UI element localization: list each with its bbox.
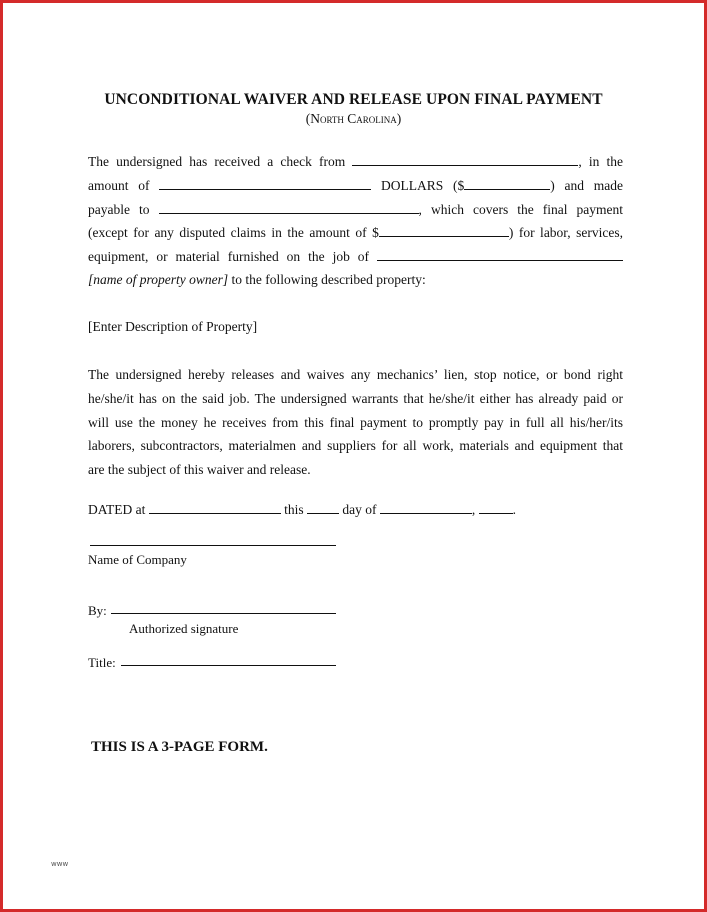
para2-line1: The undersigned hereby releases and waives any mechanics’ lien, stop notice, or bond right xyxy=(88,367,623,382)
property-description: [Enter Description of Property] xyxy=(88,319,258,334)
document-page xyxy=(3,3,704,909)
company-name-label: Name of Company xyxy=(88,552,187,567)
company-name-line[interactable] xyxy=(90,545,336,546)
authorized-signature-label: Authorized signature xyxy=(129,621,239,636)
text-described-property: to the following described property: xyxy=(228,272,426,287)
text-covers-final-payment: , which covers the final payment xyxy=(418,202,623,217)
text-this: this xyxy=(284,502,304,517)
text-dated-at: DATED at xyxy=(88,502,146,517)
para2-line2: he/she/it has on the said job. The undersigned warrants that he/she/it either has already paid or xyxy=(88,391,623,406)
text-for-labor-services: ) for labor, services, xyxy=(508,225,623,240)
year-blank[interactable] xyxy=(479,501,513,514)
text-day-of: day of xyxy=(342,502,377,517)
property-owner-placeholder: [name of property owner] xyxy=(88,272,229,287)
text-received-check: The undersigned has received a check from xyxy=(88,154,346,169)
by-label: By: xyxy=(88,603,107,618)
para2-line5: are the subject of this waiver and release. xyxy=(88,462,311,477)
para1-line4 xyxy=(88,224,623,241)
watermark: www xyxy=(51,860,69,868)
disputed-amount-blank[interactable] xyxy=(379,224,509,237)
job-of-blank[interactable] xyxy=(377,248,623,261)
text-and-made: ) and made xyxy=(550,178,624,193)
amount-figures-blank[interactable] xyxy=(464,177,550,190)
text-amount-of: amount of xyxy=(88,178,150,193)
text-in-the: , in the xyxy=(578,154,623,169)
document-title: UNCONDITIONAL WAIVER AND RELEASE UPON FINAL PAYMENT xyxy=(104,91,603,108)
text-disputed-claims: (except for any disputed claims in the amount of $ xyxy=(88,225,379,240)
amount-words-blank[interactable] xyxy=(159,177,371,190)
para1-line6 xyxy=(88,272,623,288)
dated-at-blank[interactable] xyxy=(149,501,281,514)
payable-to-blank[interactable] xyxy=(159,201,419,214)
title-line[interactable] xyxy=(121,665,336,666)
text-period: . xyxy=(512,502,517,517)
para1-line1 xyxy=(88,153,623,170)
para1-line3 xyxy=(88,201,623,218)
para1-line5 xyxy=(88,248,623,265)
month-blank[interactable] xyxy=(380,501,472,514)
text-equipment-furnished: equipment, or material furnished on the job of xyxy=(88,249,370,264)
para1-line2 xyxy=(88,177,623,194)
text-comma: , xyxy=(471,502,476,517)
para2-line3: will use the money he receives from this final payment to promptly pay in full all his/her/its xyxy=(88,415,623,430)
title-label: Title: xyxy=(88,655,116,670)
para2-line4: laborers, subcontractors, materialmen and suppliers for all work, materials and equipment that xyxy=(88,438,623,453)
day-blank[interactable] xyxy=(307,501,339,514)
text-payable-to: payable to xyxy=(88,202,150,217)
text-dollars: DOLLARS ($ xyxy=(381,178,465,193)
signature-line[interactable] xyxy=(111,613,336,614)
document-subtitle: (North Carolina) xyxy=(305,111,402,126)
dated-line xyxy=(88,501,548,518)
three-page-notice: THIS IS A 3-PAGE FORM. xyxy=(91,739,268,755)
payer-name-blank[interactable] xyxy=(352,153,578,166)
